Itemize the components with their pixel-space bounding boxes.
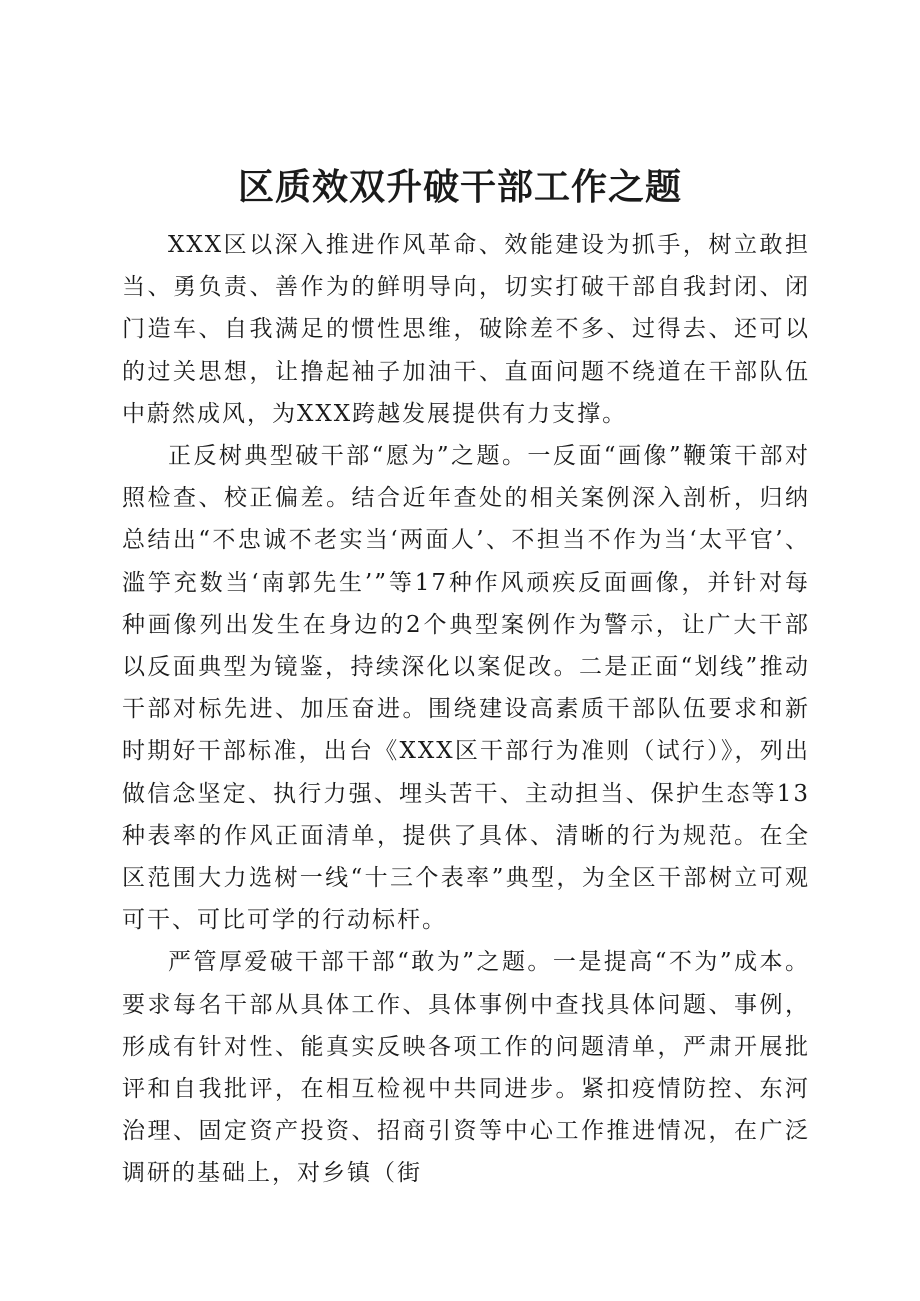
document-body: [122, 224, 810, 1195]
document-title: 区质效双升破干部工作之题: [237, 167, 682, 208]
paragraph-intro: XXX区以深入推进作风革命、效能建设为抓手，树立敢担当、勇负责、善作为的鲜明导向，切实打破干部自我封闭、闭门造车、自我满足的惯性思维，破除差不多、过得去、还可以的过关思想，让撸起袖子加油干、直面问题不绕道在干部队伍中蔚然成风，为XXX跨越发展提供有力支撑。: [122, 232, 810, 427]
paragraph-willingness: 正反树典型破干部“愿为”之题。一反面“画像”鞭策干部对照检查、校正偏差。结合近年查处的相关案例深入剖析，归纳总结出“不忠诚不老实当‘两面人’、不担当不作为当‘太平官’、滥竽充数当‘南郭先生’”等17种作风顽疾反面画像，并针对每种画像列出发生在身边的2个典型案例作为警示，让广大干部以反面典型为镜鉴，持续深化以案促改。二是正面“划线”推动干部对标先进、加压奋进。围绕建设高素质干部队伍要求和新时期好干部标准，出台《XXX区干部行为准则（试行）》，列出做信念坚定、执行力强、埋头苦干、主动担当、保护生态等13种表率的作风正面清单，提供了具体、清晰的行为规范。在全区范围大力选树一线“十三个表率”典型，为全区干部树立可观可干、可比可学的行动标杆。: [122, 443, 810, 934]
paragraph-courage: 严管厚爱破干部干部“敢为”之题。一是提高“不为”成本。要求每名干部从具体工作、具体事例中查找具体问题、事例，形成有针对性、能真实反映各项工作的问题清单，严肃开展批评和自我批评，在相互检视中共同进步。紧扣疫情防控、东河治理、固定资产投资、招商引资等中心工作推进情况，在广泛调研的基础上，对乡镇（街: [122, 949, 810, 1187]
